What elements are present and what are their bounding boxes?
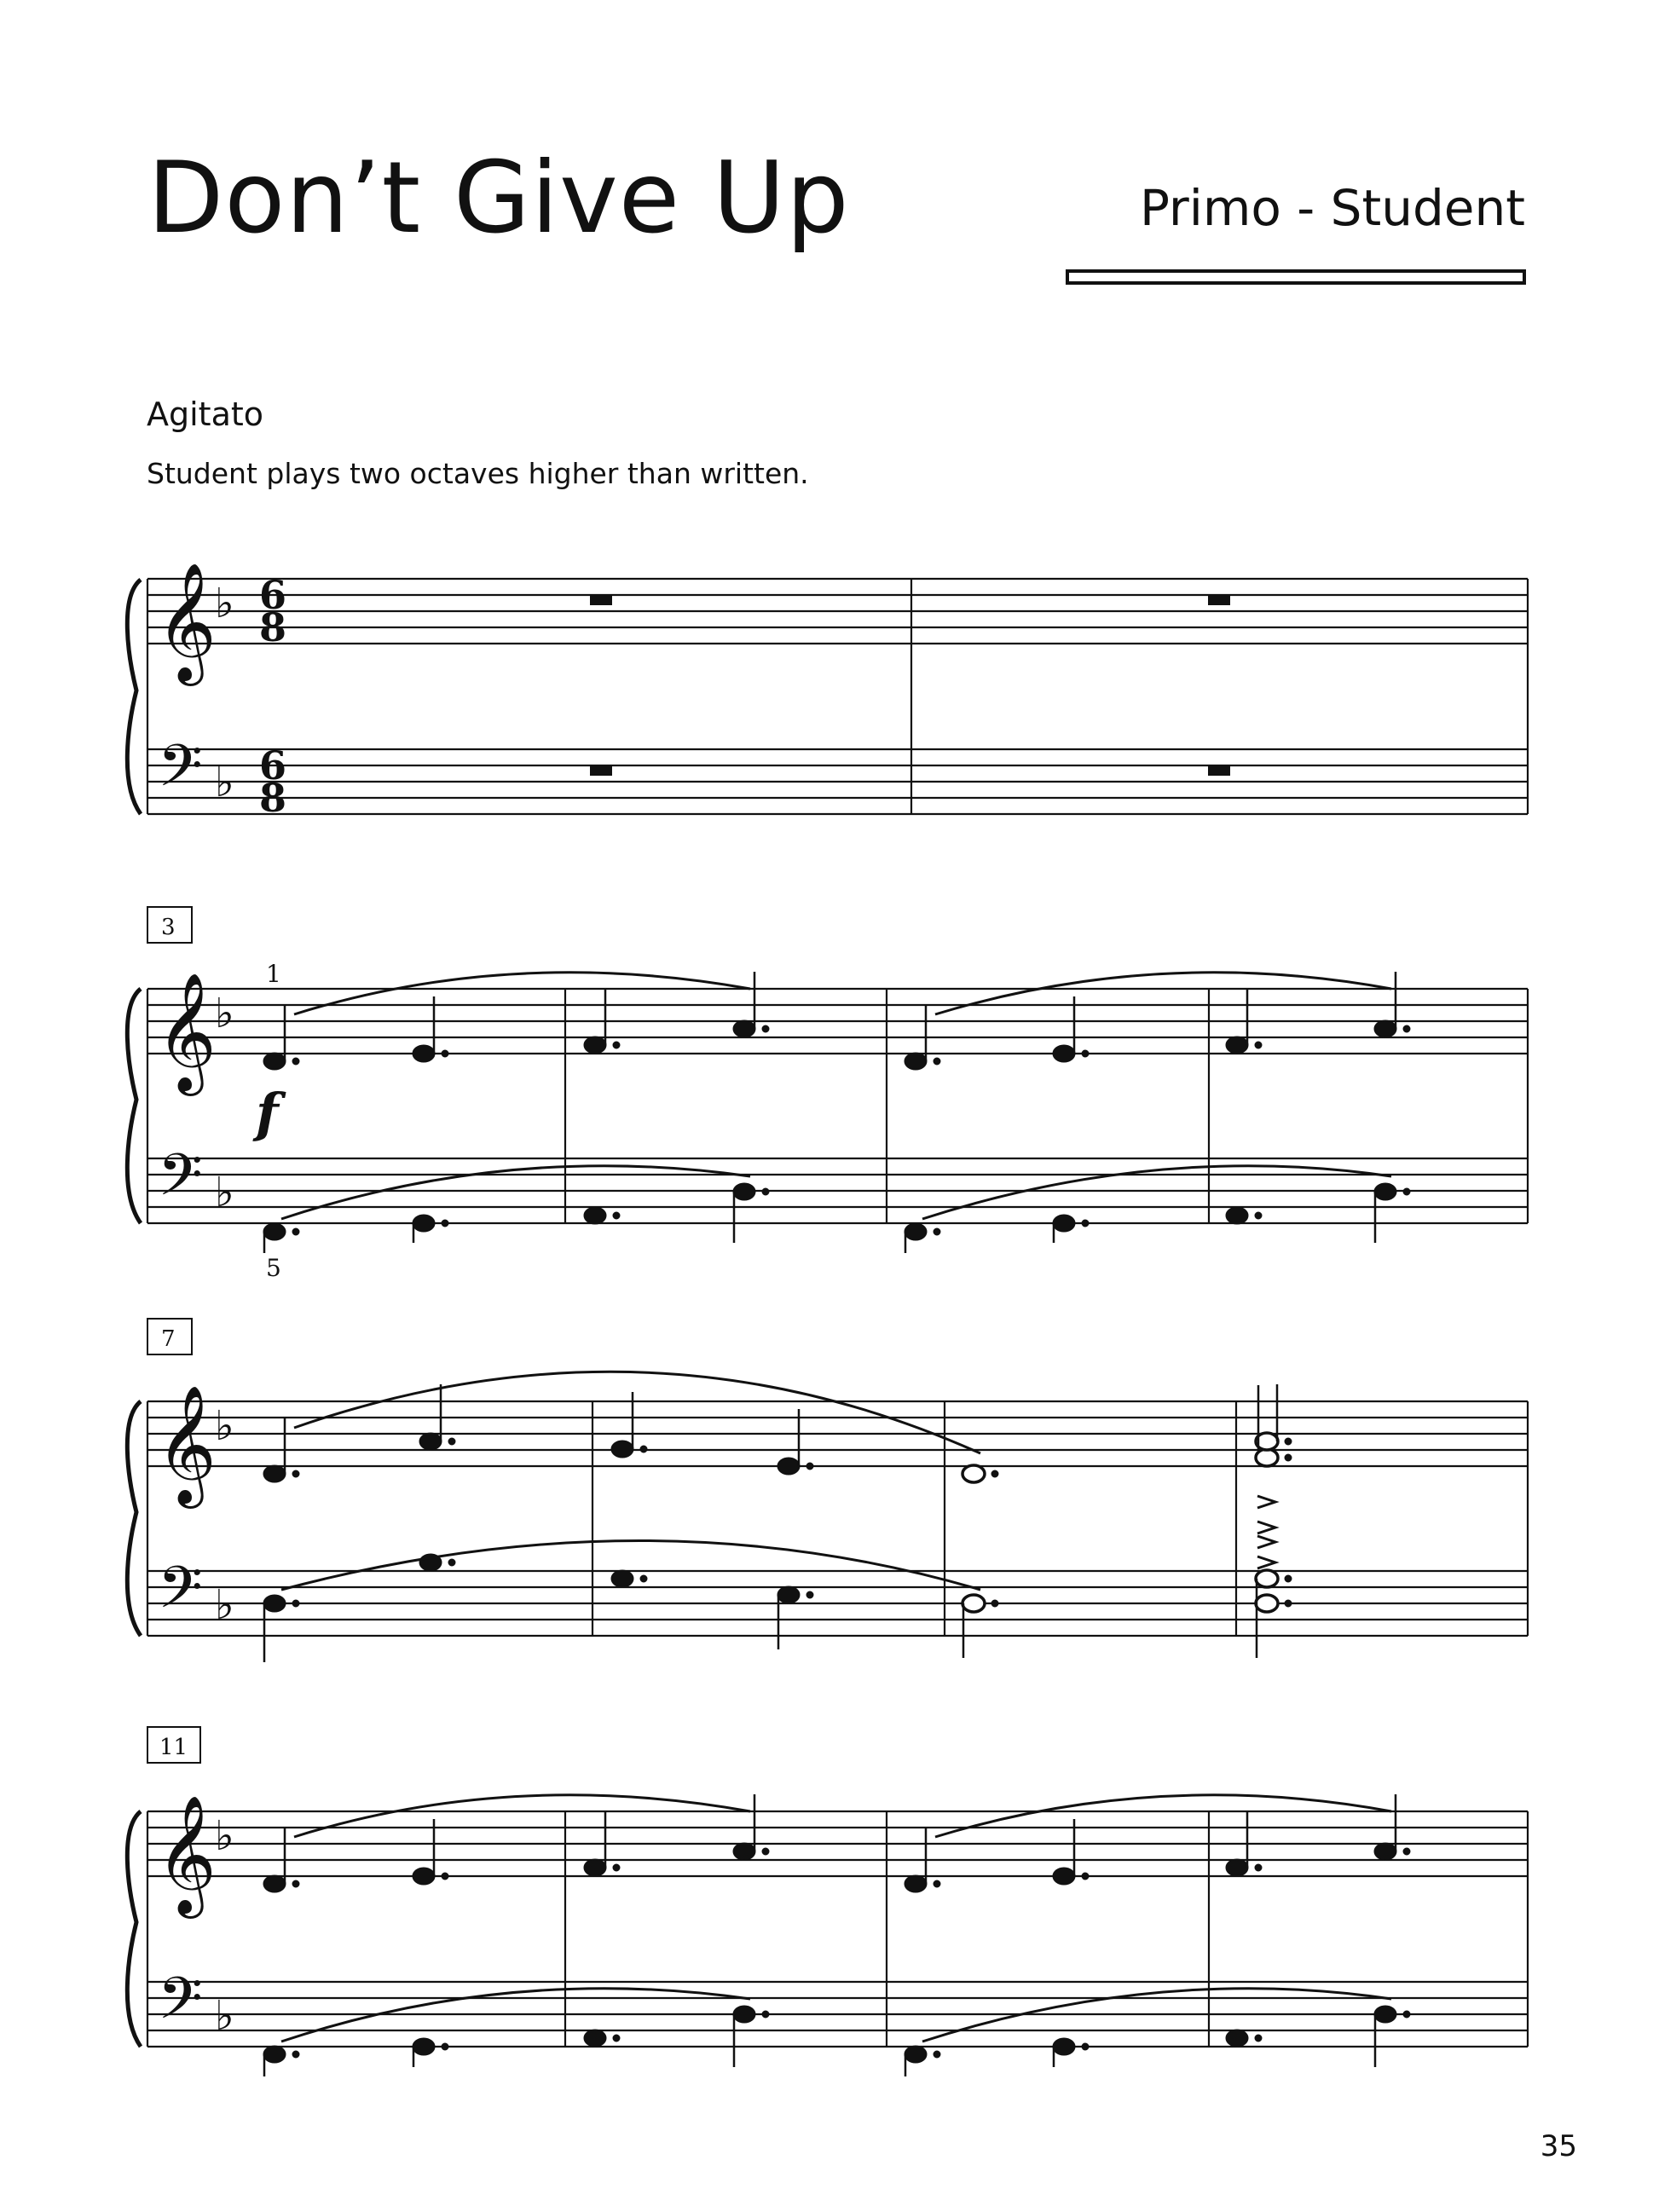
time-sig-bottom-bass: 8 — [259, 775, 287, 821]
system-3 — [127, 1319, 1528, 1662]
page-number: 35 — [1540, 2129, 1577, 2163]
svg-text:♭: ♭ — [215, 990, 234, 1037]
tempo-marking: Agitato — [147, 396, 264, 433]
svg-text:♭: ♭ — [215, 1812, 234, 1860]
time-sig-top: 6 — [259, 572, 287, 618]
svg-text:𝄞: 𝄞 — [156, 1385, 217, 1504]
svg-text:𝄢: 𝄢 — [158, 1555, 203, 1636]
system-1 — [127, 563, 1528, 821]
fingering: 5 — [266, 1254, 281, 1282]
system-2 — [127, 907, 1528, 1282]
system-4 — [127, 1727, 1528, 2076]
treble-clef-icon: 𝄞 — [156, 563, 217, 681]
svg-text:♭: ♭ — [215, 759, 234, 806]
dynamic-marking: f — [256, 1082, 279, 1144]
svg-text:♭: ♭ — [215, 580, 234, 627]
measure-number: 3 — [161, 915, 176, 940]
song-title: Don’t Give Up — [147, 141, 850, 256]
time-sig-bottom: 8 — [259, 604, 287, 650]
performance-instruction: Student plays two octaves higher than written. — [147, 457, 809, 490]
svg-text:𝄞: 𝄞 — [156, 973, 217, 1091]
svg-text:𝄢: 𝄢 — [158, 1142, 203, 1223]
svg-text:𝄢: 𝄢 — [158, 1966, 203, 2047]
svg-text:♭: ♭ — [215, 1169, 234, 1216]
bass-clef-icon: 𝄢 — [158, 733, 203, 814]
measure-number: 11 — [159, 1735, 188, 1760]
svg-text:♭: ♭ — [215, 1402, 234, 1450]
fingering: 1 — [266, 960, 281, 988]
svg-text:♭: ♭ — [215, 1581, 234, 1629]
time-sig-top-bass: 6 — [259, 742, 287, 788]
part-label: Primo - Student — [1139, 179, 1525, 237]
svg-text:𝄞: 𝄞 — [156, 1795, 217, 1914]
svg-text:♭: ♭ — [215, 1992, 234, 2040]
measure-number: 7 — [161, 1326, 176, 1352]
